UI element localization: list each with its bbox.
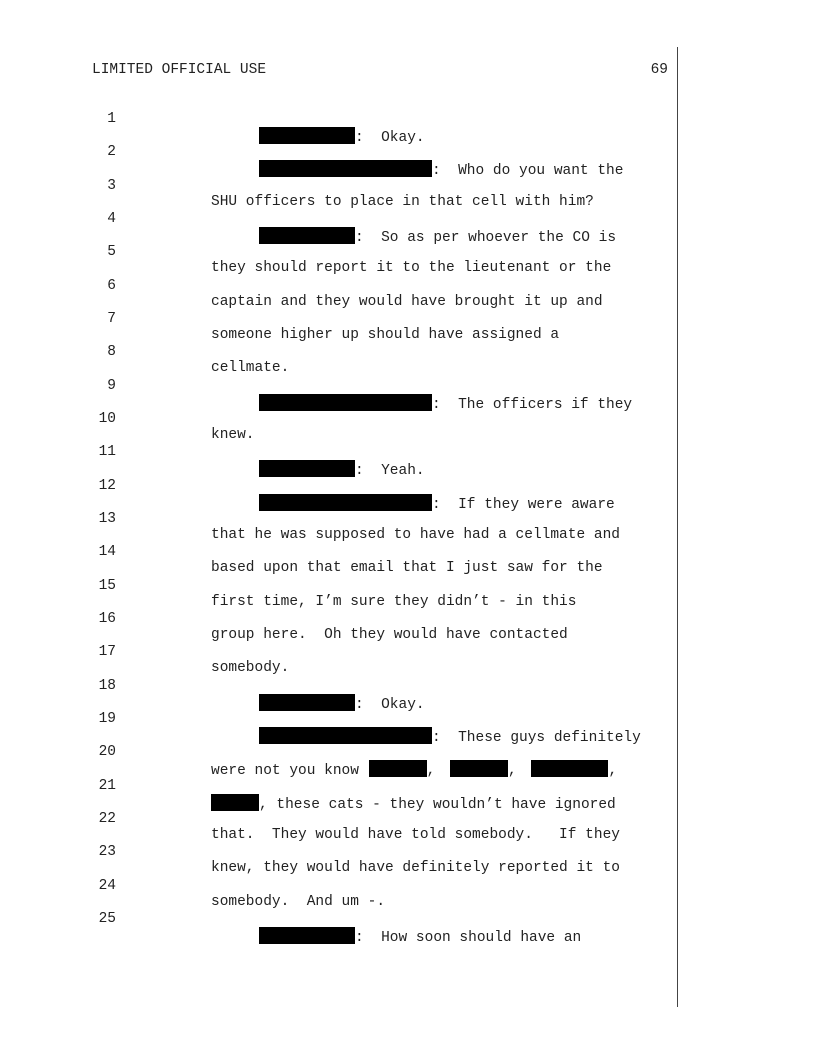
- transcript-line: [0, 528, 816, 576]
- line-number: 3: [107, 178, 116, 194]
- transcript-line: [0, 428, 816, 479]
- transcript-line: [0, 262, 816, 310]
- transcript-line: [0, 395, 816, 443]
- line-text: : Yeah.: [355, 463, 425, 479]
- line-text: cellmate.: [211, 360, 290, 376]
- transcript-line: [0, 128, 816, 179]
- line-number: 4: [107, 211, 116, 227]
- line-text: that. They would have told somebody. If they: [211, 827, 620, 843]
- line-text: : The officers if they: [432, 397, 633, 413]
- line-text: : How soon should have an: [355, 930, 582, 946]
- line-number: 14: [98, 544, 116, 560]
- line-number: 23: [98, 844, 116, 860]
- line-text: SHU officers to place in that cell with him?: [211, 194, 594, 210]
- line-text: group here. Oh they would have contacted: [211, 627, 568, 643]
- transcript-line: [0, 495, 816, 543]
- line-text: were not you know: [211, 763, 359, 779]
- line-number: 20: [98, 744, 116, 760]
- line-number: 15: [98, 578, 116, 594]
- transcript-line: [0, 895, 816, 946]
- line-number: 19: [98, 711, 116, 727]
- line-number: 24: [98, 878, 116, 894]
- line-number: 11: [98, 444, 116, 460]
- transcript-line: [0, 595, 816, 643]
- line-text: : If they were aware: [432, 497, 615, 513]
- line-text: : These guys definitely: [432, 730, 641, 746]
- transcript-line: [0, 362, 816, 413]
- transcript-line: [0, 828, 816, 876]
- line-number: 2: [107, 144, 116, 160]
- line-number: 12: [98, 478, 116, 494]
- transcript-line: [0, 562, 816, 610]
- line-text: somebody.: [211, 660, 290, 676]
- transcript-line: [0, 795, 816, 843]
- line-text: they should report it to the lieutenant or the: [211, 260, 612, 276]
- transcript-line: [0, 762, 816, 813]
- line-text: knew.: [211, 427, 255, 443]
- transcript-line: [0, 228, 816, 276]
- comma: ,: [608, 763, 618, 779]
- line-number: 10: [98, 411, 116, 427]
- line-text: someone higher up should have assigned a: [211, 327, 560, 343]
- transcript-line: [0, 695, 816, 746]
- line-text: : So as per whoever the CO is: [355, 230, 617, 246]
- comma: ,: [426, 763, 436, 779]
- line-number: 6: [107, 278, 116, 294]
- line-text: captain and they would have brought it up and: [211, 294, 603, 310]
- line-text: : Okay.: [355, 697, 425, 713]
- comma: ,: [508, 763, 517, 779]
- transcript-line: [0, 328, 816, 376]
- transcript-line: [0, 662, 816, 713]
- line-number: 16: [98, 611, 116, 627]
- line-text: , these cats - they wouldn’t have ignored: [259, 797, 616, 813]
- line-text: first time, I’m sure they didn’t - in this: [211, 594, 577, 610]
- transcript-line: [0, 162, 816, 210]
- transcript-line: [0, 462, 816, 513]
- line-text: knew, they would have definitely reported it to: [211, 860, 620, 876]
- line-text: that he was supposed to have had a cellmate and: [211, 527, 620, 543]
- transcript-line: [0, 862, 816, 910]
- line-number: 7: [107, 311, 116, 327]
- line-number: 17: [98, 644, 116, 660]
- line-number: 1: [107, 111, 116, 127]
- line-number: 9: [107, 378, 116, 394]
- line-number: 25: [98, 911, 116, 927]
- transcript-line: [0, 95, 816, 146]
- transcript-line: [0, 195, 816, 246]
- line-number: 13: [98, 511, 116, 527]
- line-number: 22: [98, 811, 116, 827]
- line-text: : Who do you want the: [432, 163, 624, 179]
- page-number: 69: [650, 62, 668, 78]
- line-text: somebody. And um -.: [211, 894, 386, 910]
- line-text: based upon that email that I just saw for the: [211, 560, 603, 576]
- transcript-line: [0, 295, 816, 343]
- speaker-redaction: [259, 927, 355, 944]
- transcript-line: [0, 728, 816, 779]
- line-number: 18: [98, 678, 116, 694]
- line-number: 8: [107, 344, 116, 360]
- classification-header: LIMITED OFFICIAL USE: [92, 62, 267, 78]
- transcript-line: [0, 628, 816, 676]
- line-text: : Okay.: [355, 130, 425, 146]
- line-number: 5: [107, 244, 116, 260]
- line-number: 21: [98, 778, 116, 794]
